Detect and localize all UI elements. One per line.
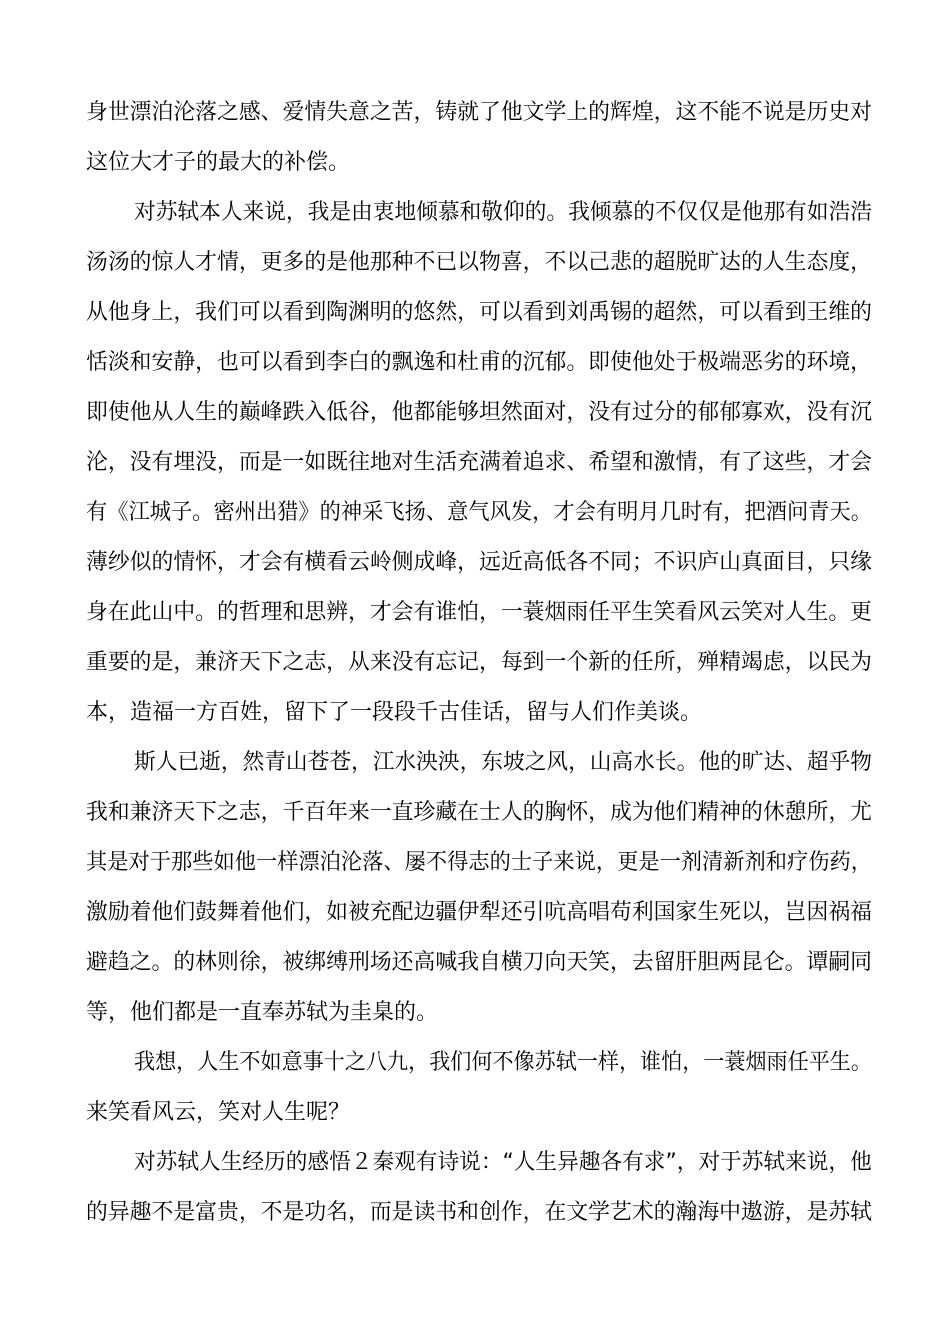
text-line: 从他身上，我们可以看到陶渊明的悠然，可以看到刘禹锡的超然，可以看到王维的 <box>86 300 872 325</box>
paragraph-start-line: 斯人已逝，然青山苍苍，江水泱泱，东坡之风，山高水长。他的旷达、超乎物 <box>134 750 872 775</box>
text-line: 其是对于那些如他一样漂泊沦落、屡不得志的士子来说，更是一剂清新剂和疗伤药， <box>86 850 873 875</box>
text-line: 重要的是，兼济天下之志，从来没有忘记，每到一个新的任所，殚精竭虑，以民为 <box>86 650 872 675</box>
text-line: 沦，没有埋没，而是一如既往地对生活充满着追求、希望和激情，有了这些，才会 <box>86 450 872 475</box>
paragraph-start-line: 对苏轼本人来说，我是由衷地倾慕和敬仰的。我倾慕的不仅仅是他那有如浩浩 <box>134 200 872 225</box>
text-line: 我和兼济天下之志，千百年来一直珍藏在士人的胸怀，成为他们精神的休憩所，尤 <box>86 800 872 825</box>
text-line: 有《江城子。密州出猎》的神采飞扬、意气风发，才会有明月几时有，把酒问青天。 <box>86 500 873 525</box>
text-line: 恬淡和安静，也可以看到李白的飘逸和杜甫的沉郁。即使他处于极端恶劣的环境， <box>86 350 872 375</box>
text-line: 避趋之。的林则徐，被绑缚刑场还高喊我自横刀向天笑，去留肝胆两昆仑。谭嗣同 <box>86 950 872 975</box>
text-line: 本，造福一方百姓，留下了一段段千古佳话，留与人们作美谈。 <box>86 700 703 725</box>
text-line: 身在此山中。的哲理和思辨，才会有谁怕，一蓑烟雨任平生笑看风云笑对人生。更 <box>86 600 872 625</box>
text-line: 汤汤的惊人才情，更多的是他那种不已以物喜，不以己悲的超脱旷达的人生态度， <box>86 250 872 275</box>
text-line: 激励着他们鼓舞着他们，如被充配边疆伊犁还引吭高唱苟利国家生死以，岂因祸福 <box>86 900 872 925</box>
text-line: 身世漂泊沦落之感、爱情失意之苦，铸就了他文学上的辉煌，这不能不说是历史对 <box>86 100 872 125</box>
text-line: 这位大才子的最大的补偿。 <box>86 150 351 175</box>
text-line: 即使他从人生的巅峰跌入低谷，他都能够坦然面对，没有过分的郁郁寡欢，没有沉 <box>86 400 872 425</box>
paragraph-start-line: 我想，人生不如意事十之八九，我们何不像苏轼一样，谁怕，一蓑烟雨任平生。 <box>134 1050 872 1075</box>
text-line: 等，他们都是一直奉苏轼为圭臬的。 <box>86 1000 439 1025</box>
paragraph-start-line: 对苏轼人生经历的感悟２秦观有诗说：“人生异趣各有求”，对于苏轼来说，他 <box>134 1150 872 1175</box>
text-line: 薄纱似的情怀，才会有横看云岭侧成峰，远近高低各不同；不识庐山真面目，只缘 <box>86 550 872 575</box>
text-line: 来笑看风云，笑对人生呢？ <box>86 1100 351 1125</box>
text-line: 的异趣不是富贵，不是功名，而是读书和创作，在文学艺术的瀚海中遨游，是苏轼 <box>86 1200 872 1225</box>
